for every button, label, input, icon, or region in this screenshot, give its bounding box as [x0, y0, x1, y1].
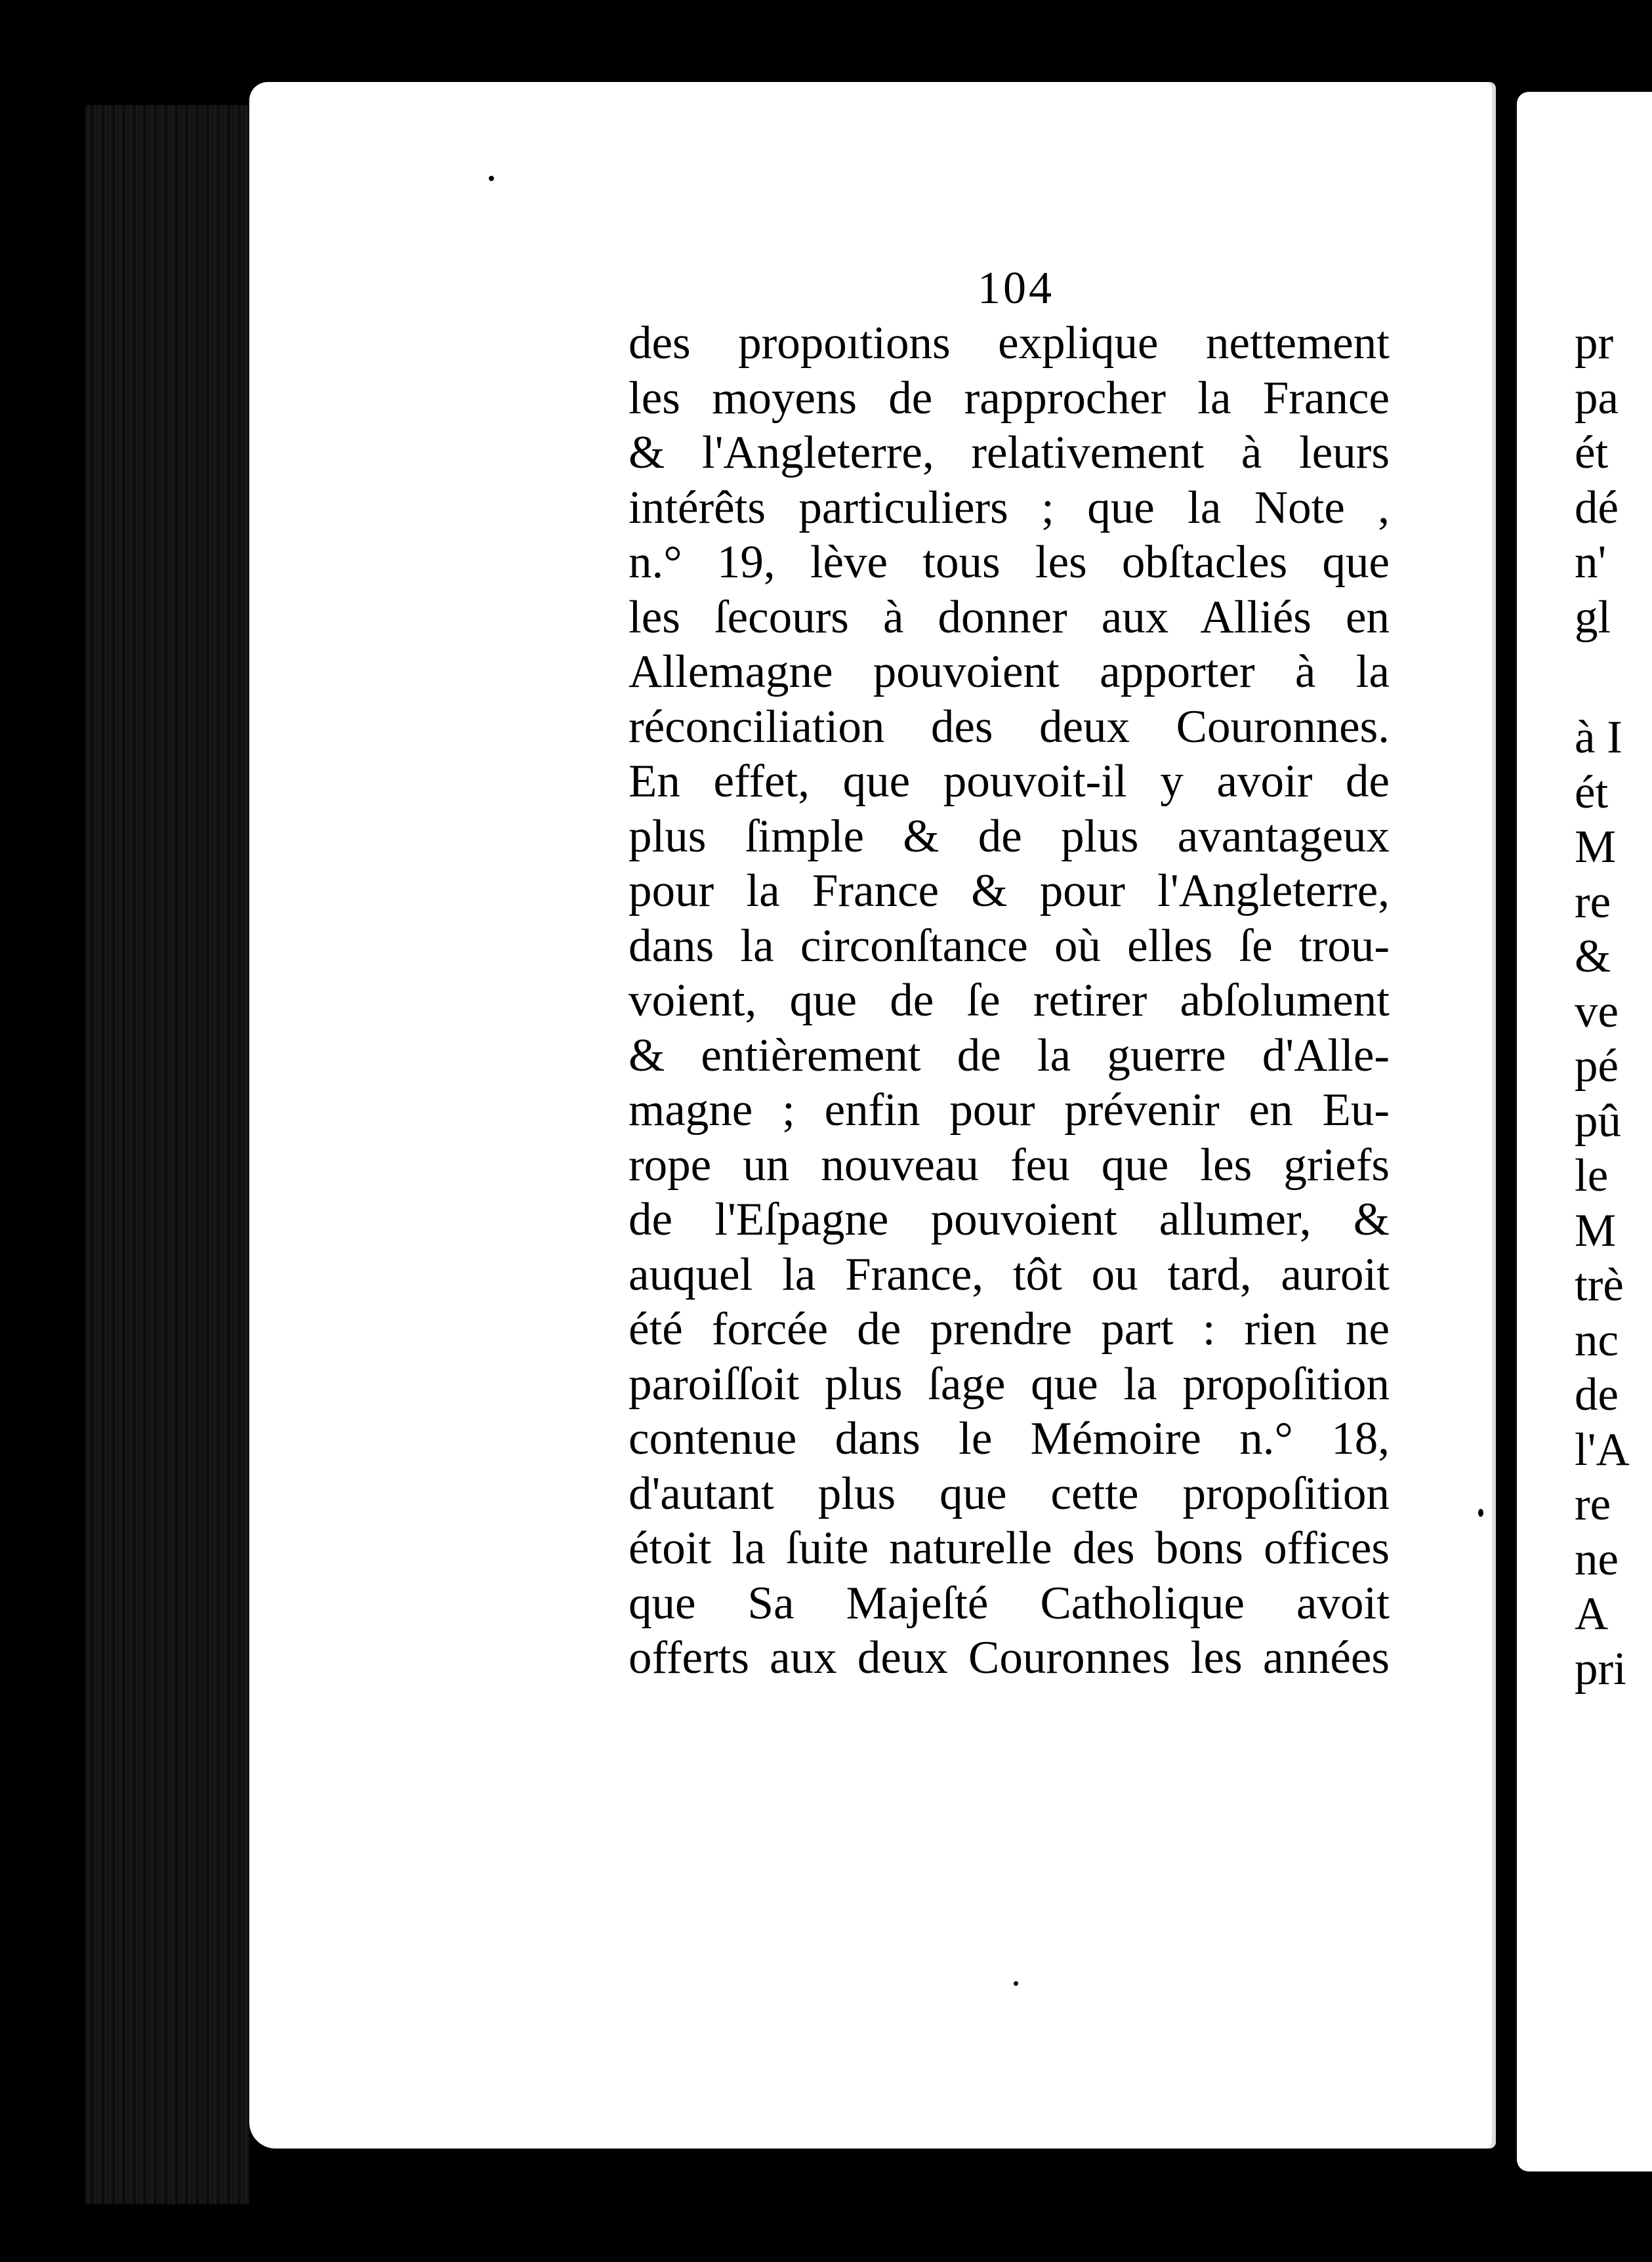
body-text: [629, 316, 1390, 1686]
fragment: ne: [1575, 1533, 1619, 1585]
text-line: & entièrement de la guerre d'Alle-: [629, 1029, 1390, 1081]
fragment: dé: [1575, 482, 1619, 533]
fragment: A: [1575, 1588, 1609, 1639]
text-line: dans la circonſtance où elles ſe trou-: [629, 920, 1390, 972]
text-line: auquel la France, tôt ou tard, auroit: [629, 1248, 1390, 1300]
text-line: intérêts particuliers ; que la Note ,: [629, 482, 1390, 533]
fragment: &: [1575, 931, 1611, 982]
text-line: rope un nouveau feu que les griefs: [629, 1139, 1390, 1191]
fragment: M: [1575, 1204, 1617, 1256]
text-line: plus ſimple & de plus avantageux: [629, 810, 1390, 862]
text-line: & l'Angleterre, relativement à leurs: [629, 427, 1390, 478]
fragment: re: [1575, 876, 1611, 928]
text-line: des propoıtions explique nettement: [629, 318, 1390, 369]
fragment: ét: [1575, 427, 1609, 478]
fragment: pa: [1575, 372, 1619, 424]
fragment: re: [1575, 1479, 1611, 1530]
ink-speck: [489, 176, 494, 181]
fragment: l'A: [1575, 1424, 1630, 1475]
text-line: les moyens de rapprocher la France: [629, 372, 1390, 424]
text-line: n.° 19, lève tous les obſtacles que: [629, 537, 1390, 588]
fragment: nc: [1575, 1314, 1619, 1366]
fragment: n': [1575, 537, 1607, 588]
text-line: voient, que de ſe retirer abſolument: [629, 975, 1390, 1026]
fragment: pé: [1575, 1040, 1619, 1092]
right-page-text: [1575, 316, 1652, 1696]
text-line: offerts aux deux Couronnes les années: [629, 1632, 1390, 1683]
fragment: pr: [1575, 318, 1614, 369]
text-line: magne ; enfin pour prévenir en Eu-: [629, 1084, 1390, 1136]
text-line: les ſecours à donner aux Alliés en: [629, 591, 1390, 643]
text-line: En effet, que pouvoit-il y avoir de: [629, 756, 1390, 807]
text-line: pour la France & pour l'Angleterre,: [629, 865, 1390, 916]
ink-speck: [1014, 1981, 1018, 1986]
text-line: étoit la ſuite naturelle des bons offices: [629, 1523, 1390, 1574]
fragment: pri: [1575, 1643, 1626, 1695]
fragment: trè: [1575, 1260, 1624, 1311]
text-line: paroiſſoit plus ſage que la propoſition: [629, 1358, 1390, 1410]
text-line: Allemagne pouvoient apporter à la: [629, 646, 1390, 697]
ink-speck: [1478, 1509, 1483, 1517]
fragment: ét: [1575, 766, 1609, 818]
fragment: de: [1575, 1369, 1619, 1420]
book-edge: [85, 105, 249, 2204]
text-line: de l'Eſpagne pouvoient allumer, &: [629, 1194, 1390, 1245]
fragment: le: [1575, 1150, 1609, 1201]
text-line: d'autant plus que cette propoſition: [629, 1468, 1390, 1519]
text-line: que Sa Majeſté Catholique avoit: [629, 1577, 1390, 1629]
text-line: contenue dans le Mémoire n.° 18,: [629, 1413, 1390, 1464]
book-gutter: [1496, 98, 1517, 2165]
fragment: gl: [1575, 591, 1611, 643]
fragment: M: [1575, 821, 1617, 873]
fragment: pû: [1575, 1095, 1621, 1147]
page-number: 104: [978, 263, 1054, 314]
fragment: à I: [1575, 712, 1622, 763]
text-line: été forcée de prendre part : rien ne: [629, 1304, 1390, 1355]
fragment: ve: [1575, 985, 1619, 1037]
text-line: réconciliation des deux Couronnes.: [629, 701, 1390, 752]
